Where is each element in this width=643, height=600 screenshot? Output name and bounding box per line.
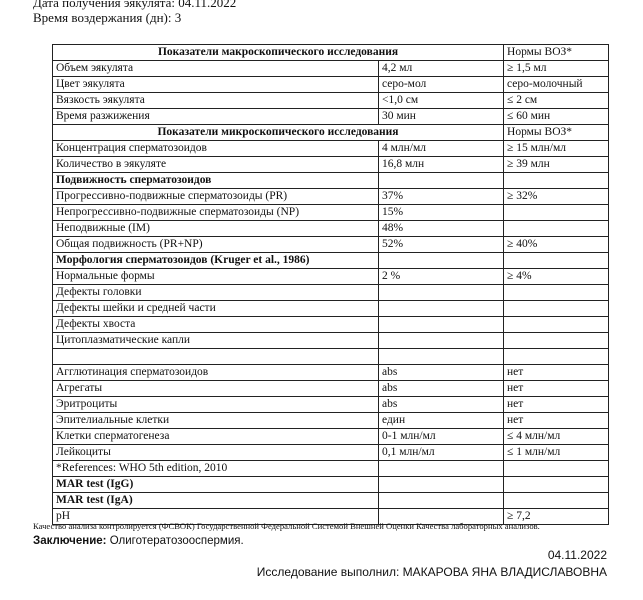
param-value: 52% bbox=[379, 237, 504, 253]
conclusion bbox=[33, 535, 244, 547]
param-name: Дефекты шейки и средней части bbox=[53, 301, 379, 317]
table-row bbox=[53, 445, 609, 461]
param-value bbox=[379, 301, 504, 317]
param-name: Эритроциты bbox=[53, 397, 379, 413]
param-name: Непрогрессивно-подвижные сперматозоиды (NP) bbox=[53, 205, 379, 221]
macro-section-title: Показатели макроскопического исследования bbox=[53, 45, 504, 61]
param-value: <1,0 см bbox=[379, 93, 504, 109]
macro-header-row bbox=[53, 45, 609, 61]
spacer-row bbox=[53, 349, 609, 365]
param-norm: ≤ 1 млн/мл bbox=[504, 445, 609, 461]
param-value: 2 % bbox=[379, 269, 504, 285]
param-name: Лейкоциты bbox=[53, 445, 379, 461]
table-row bbox=[53, 109, 609, 125]
morphology-header-row bbox=[53, 253, 609, 269]
param-norm bbox=[504, 221, 609, 237]
param-norm bbox=[504, 333, 609, 349]
table-row bbox=[53, 269, 609, 285]
mar-iga-label: MAR test (IgA) bbox=[53, 493, 379, 509]
param-name: Дефекты головки bbox=[53, 285, 379, 301]
param-norm: ≥ 7,2 bbox=[504, 509, 609, 525]
param-value bbox=[379, 317, 504, 333]
quality-control-note: Качество анализа контролируется (ФСВОК) Государственной Федеральной Системой Внешней Оценки Качества лабораторных анализов. bbox=[33, 521, 540, 531]
param-name: Цитоплазматические капли bbox=[53, 333, 379, 349]
table-row bbox=[53, 221, 609, 237]
param-norm: нет bbox=[504, 381, 609, 397]
param-norm: нет bbox=[504, 413, 609, 429]
table-row bbox=[53, 157, 609, 173]
empty-cell bbox=[504, 493, 609, 509]
empty-cell bbox=[379, 493, 504, 509]
param-norm bbox=[504, 285, 609, 301]
param-norm: ≥ 40% bbox=[504, 237, 609, 253]
param-name: Цвет эякулята bbox=[53, 77, 379, 93]
param-value: 4,2 мл bbox=[379, 61, 504, 77]
signature-date: 04.11.2022 bbox=[547, 548, 607, 562]
param-name: Эпителиальные клетки bbox=[53, 413, 379, 429]
table-row bbox=[53, 301, 609, 317]
motility-header-row bbox=[53, 173, 609, 189]
param-norm: ≤ 2 см bbox=[504, 93, 609, 109]
spermogram-table bbox=[52, 44, 609, 525]
empty-cell bbox=[504, 253, 609, 269]
morphology-section-title: Морфология сперматозоидов (Kruger et al., 1986) bbox=[53, 253, 379, 269]
param-name: Агрегаты bbox=[53, 381, 379, 397]
mar-igg-row bbox=[53, 477, 609, 493]
micro-norms-label: Нормы ВОЗ* bbox=[504, 125, 609, 141]
table-row bbox=[53, 189, 609, 205]
motility-section-title: Подвижность сперматозоидов bbox=[53, 173, 379, 189]
table-row bbox=[53, 365, 609, 381]
micro-header-row bbox=[53, 125, 609, 141]
param-value bbox=[379, 333, 504, 349]
param-value: серо-мол bbox=[379, 77, 504, 93]
param-name: Концентрация сперматозоидов bbox=[53, 141, 379, 157]
param-name: Вязкость эякулята bbox=[53, 93, 379, 109]
param-norm: нет bbox=[504, 397, 609, 413]
table-row bbox=[53, 141, 609, 157]
param-name: Количество в эякуляте bbox=[53, 157, 379, 173]
param-name: Время разжижения bbox=[53, 109, 379, 125]
empty-cell bbox=[379, 477, 504, 493]
table-row bbox=[53, 205, 609, 221]
param-value: 0,1 млн/мл bbox=[379, 445, 504, 461]
param-value: abs bbox=[379, 381, 504, 397]
empty-cell bbox=[379, 173, 504, 189]
param-norm: нет bbox=[504, 365, 609, 381]
param-norm: ≤ 60 мин bbox=[504, 109, 609, 125]
param-value: 16,8 млн bbox=[379, 157, 504, 173]
param-value: един bbox=[379, 413, 504, 429]
param-value: 0-1 млн/мл bbox=[379, 429, 504, 445]
empty-cell bbox=[53, 349, 379, 365]
empty-cell bbox=[504, 349, 609, 365]
table-row bbox=[53, 381, 609, 397]
references-row bbox=[53, 461, 609, 477]
conclusion-text: Олиготератозооспермия. bbox=[109, 535, 244, 547]
table-row bbox=[53, 429, 609, 445]
empty-cell bbox=[504, 461, 609, 477]
param-value: 15% bbox=[379, 205, 504, 221]
param-name: Объем эякулята bbox=[53, 61, 379, 77]
table-row bbox=[53, 285, 609, 301]
param-norm: ≥ 15 млн/мл bbox=[504, 141, 609, 157]
table-row bbox=[53, 317, 609, 333]
mar-igg-label: MAR test (IgG) bbox=[53, 477, 379, 493]
performed-by: Исследование выполнил: МАКАРОВА ЯНА ВЛАДИСЛАВОВНА bbox=[256, 565, 607, 579]
param-value: 30 мин bbox=[379, 109, 504, 125]
references-note: *References: WHO 5th edition, 2010 bbox=[53, 461, 379, 477]
conclusion-label: Заключение: bbox=[33, 535, 107, 547]
abstinence-days: Время воздержания (дн): 3 bbox=[33, 10, 182, 25]
table-row bbox=[53, 397, 609, 413]
param-value: abs bbox=[379, 397, 504, 413]
table-row bbox=[53, 413, 609, 429]
param-name: pH bbox=[53, 509, 379, 525]
table-row bbox=[53, 61, 609, 77]
param-name: Клетки сперматогенеза bbox=[53, 429, 379, 445]
macro-norms-label: Нормы ВОЗ* bbox=[504, 45, 609, 61]
param-value: 4 млн/мл bbox=[379, 141, 504, 157]
param-name: Общая подвижность (PR+NP) bbox=[53, 237, 379, 253]
micro-section-title: Показатели микроскопического исследования bbox=[53, 125, 504, 141]
param-norm: ≥ 39 млн bbox=[504, 157, 609, 173]
param-name: Неподвижные (IM) bbox=[53, 221, 379, 237]
param-norm: ≥ 1,5 мл bbox=[504, 61, 609, 77]
param-norm bbox=[504, 301, 609, 317]
param-value: abs bbox=[379, 365, 504, 381]
table-row bbox=[53, 237, 609, 253]
param-value: 48% bbox=[379, 221, 504, 237]
empty-cell bbox=[379, 349, 504, 365]
empty-cell bbox=[504, 477, 609, 493]
param-name: Дефекты хвоста bbox=[53, 317, 379, 333]
param-norm bbox=[504, 317, 609, 333]
empty-cell bbox=[379, 461, 504, 477]
mar-iga-row bbox=[53, 493, 609, 509]
param-name: Агглютинация сперматозоидов bbox=[53, 365, 379, 381]
param-name: Прогрессивно-подвижные сперматозоиды (PR) bbox=[53, 189, 379, 205]
param-value: 37% bbox=[379, 189, 504, 205]
table-row bbox=[53, 77, 609, 93]
param-norm: серо-молочный bbox=[504, 77, 609, 93]
param-norm: ≤ 4 млн/мл bbox=[504, 429, 609, 445]
collection-date: Дата получения эякулята: 04.11.2022 bbox=[33, 0, 237, 10]
table-row bbox=[53, 93, 609, 109]
empty-cell bbox=[504, 173, 609, 189]
empty-cell bbox=[379, 253, 504, 269]
param-value bbox=[379, 285, 504, 301]
param-norm: ≥ 4% bbox=[504, 269, 609, 285]
table-row bbox=[53, 333, 609, 349]
param-norm bbox=[504, 205, 609, 221]
param-norm: ≥ 32% bbox=[504, 189, 609, 205]
param-name: Нормальные формы bbox=[53, 269, 379, 285]
